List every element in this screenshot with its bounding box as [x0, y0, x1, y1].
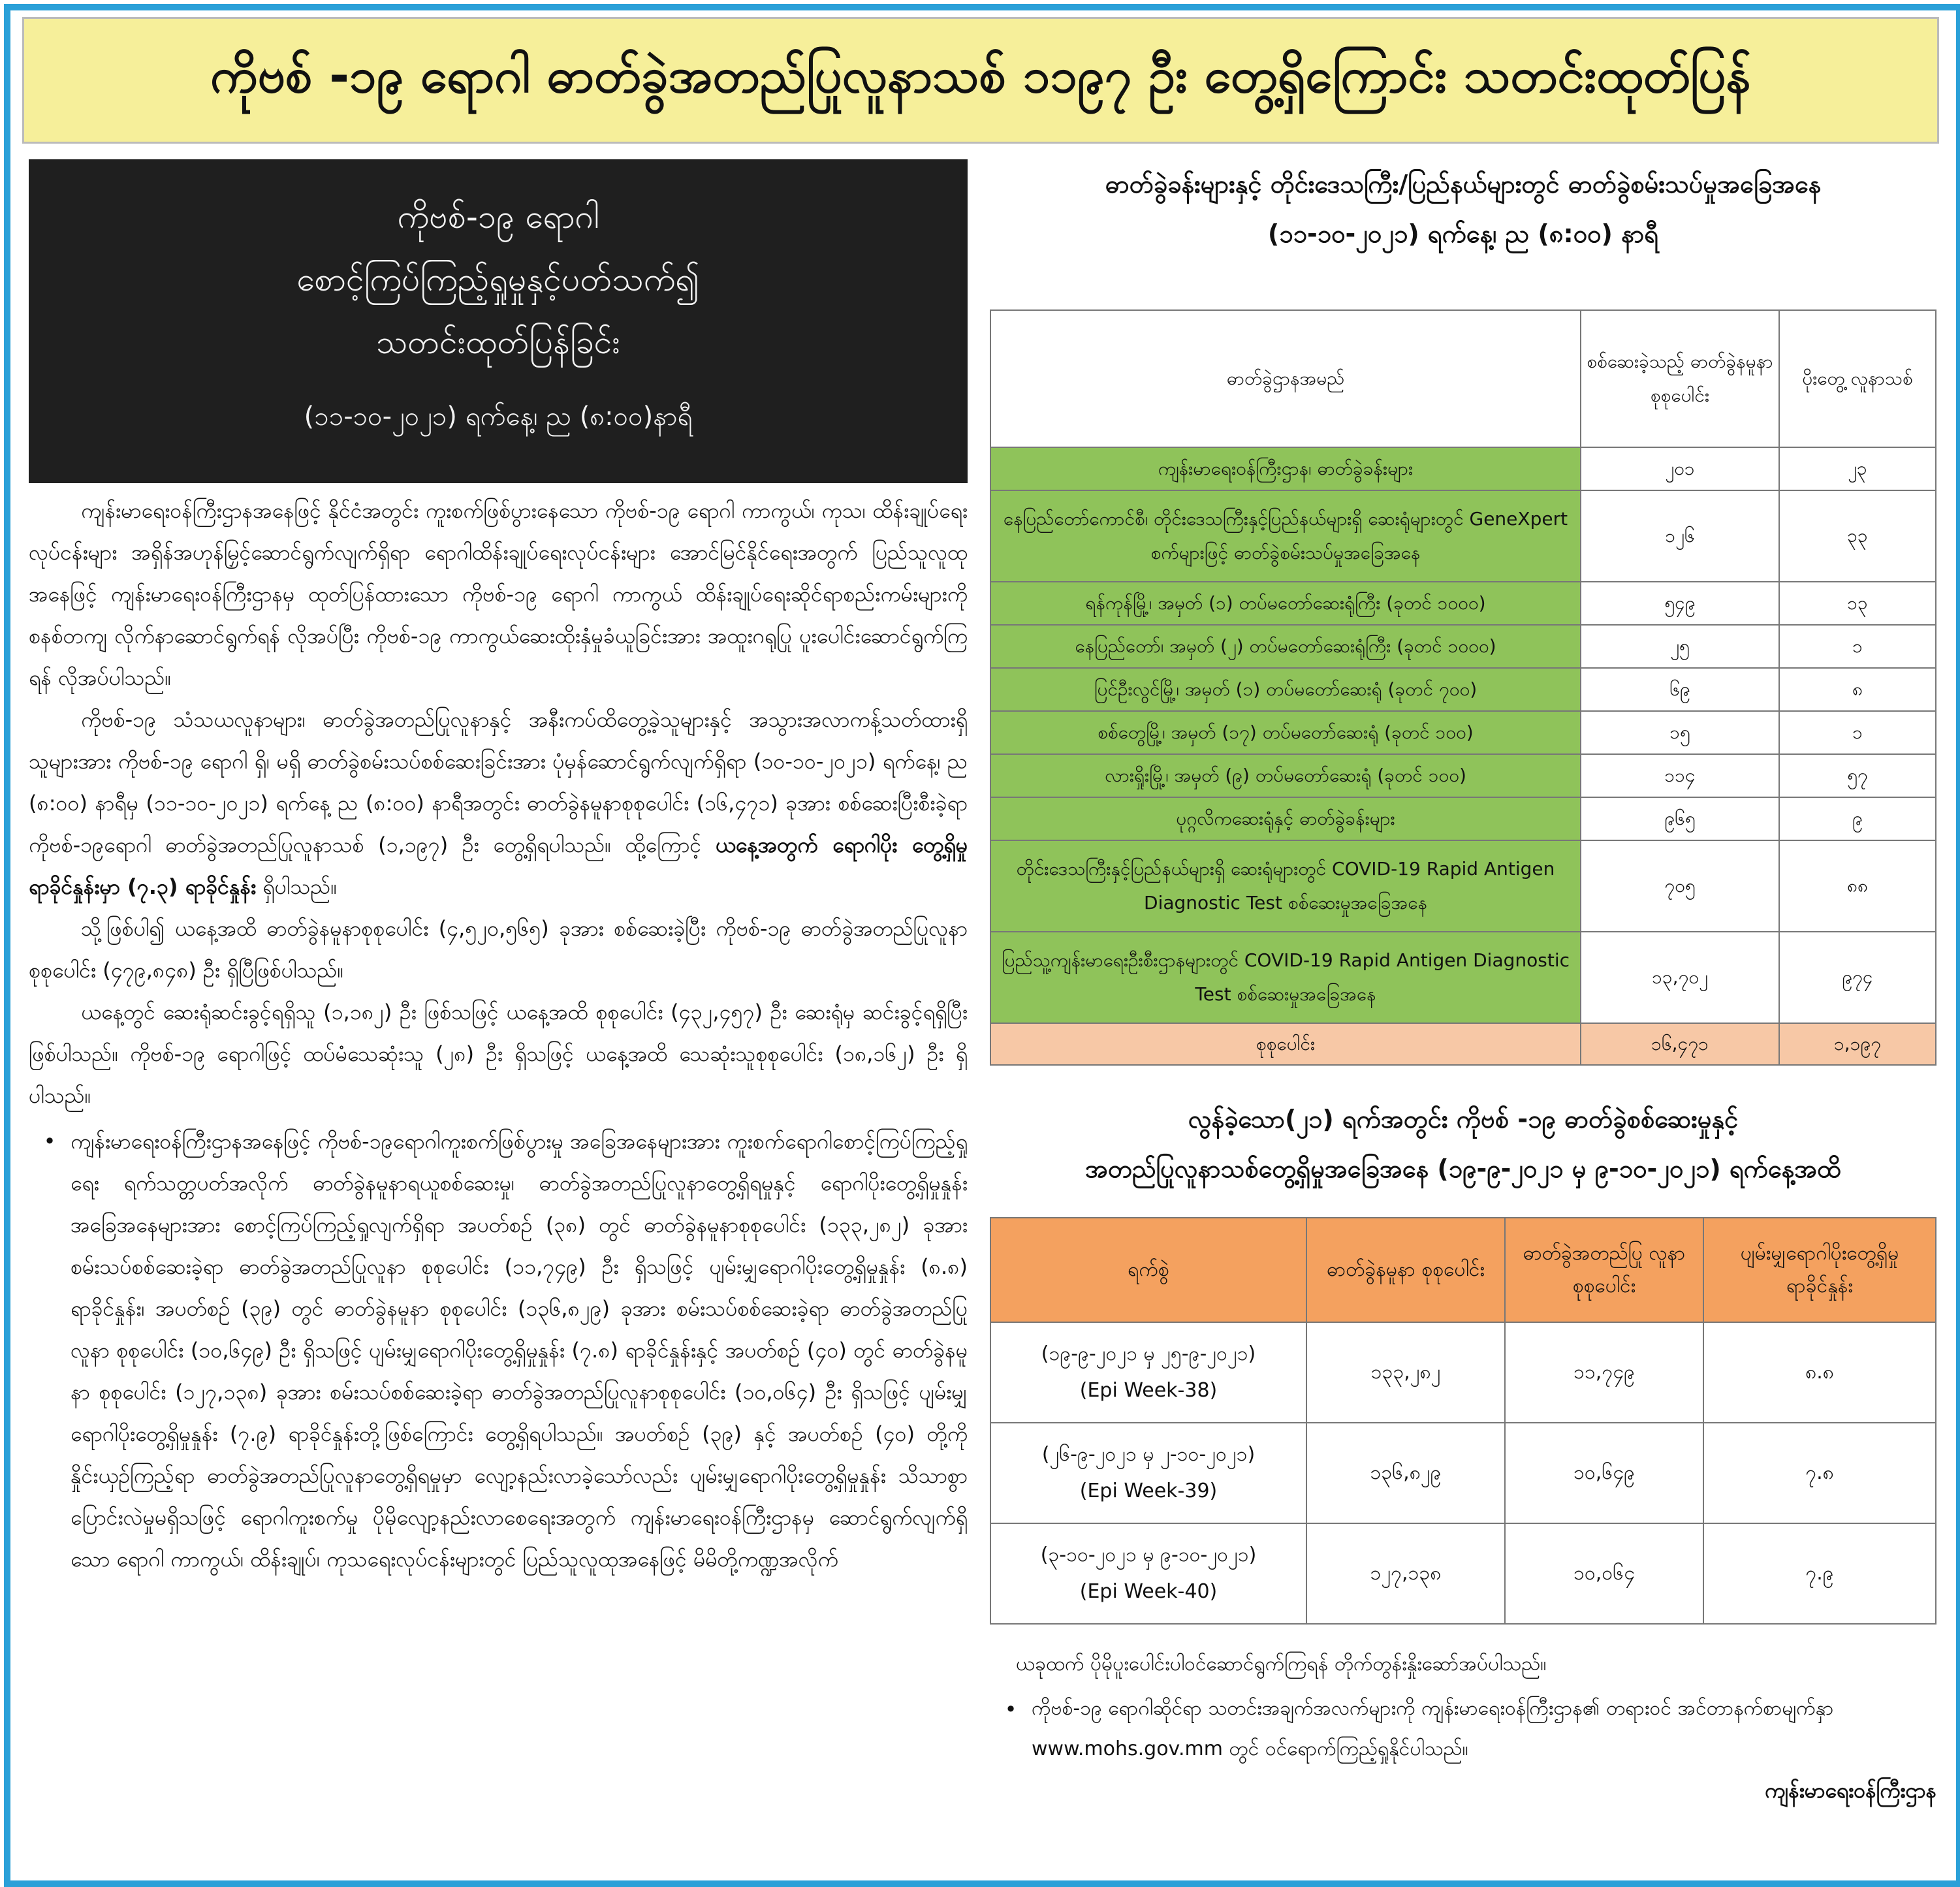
rate-cell: ၇.၈	[1703, 1423, 1936, 1523]
table-row	[990, 932, 1936, 1023]
tests-cell: ၂၀၁	[1581, 447, 1779, 490]
left-column	[29, 159, 968, 1580]
table-row	[990, 711, 1936, 754]
table-row	[990, 797, 1936, 840]
tests-cell: ၁၅	[1581, 711, 1779, 754]
col-header-positive: ပိုးတွေ့ လူနာသစ်	[1779, 310, 1936, 447]
tests-cell: ၁၁၄	[1581, 754, 1779, 797]
col-header-tests: စစ်ဆေးခဲ့သည့် ဓာတ်ခွဲနမူနာ စုစုပေါင်း	[1581, 310, 1779, 447]
samples-cell: ၁၃၃,၂၈၂	[1306, 1322, 1505, 1423]
table-row	[990, 1523, 1936, 1624]
tests-cell: ၁၃,၇၀၂	[1581, 932, 1779, 1023]
table2-title-line1: လွန်ခဲ့သော(၂၁) ရက်အတွင်း ကိုဗစ် -၁၉ ဓာတ်ခွဲစစ်ဆေးမှုနှင့်	[1188, 1105, 1739, 1134]
date-cell	[990, 1423, 1306, 1523]
paragraph-2-bold: ယနေ့အတွက် ရောဂါပိုး တွေ့ရှိမှုရာခိုင်နှုန်းမှာ (၇.၃) ရာခိုင်နှုန်း	[29, 832, 968, 899]
positive-cell: ၈၈	[1779, 840, 1936, 932]
table-row	[990, 1322, 1936, 1423]
bullet-dot-icon: •	[43, 1129, 56, 1154]
signature: ကျန်းမာရေးဝန်ကြီးဌာန	[1764, 1778, 1936, 1803]
paragraph-1: ကျန်းမာရေးဝန်ကြီးဌာနအနေဖြင့် နိုင်ငံအတွင်း ကူးစက်ဖြစ်ပွားနေသော ကိုဗစ်-၁၉ ရောဂါ ကာကွယ်၊ ကုသ၊ ထိန်းချုပ်ရေးလုပ်ငန်းများ အရှိန်အဟုန်မြှင့်ဆောင်ရွက်လျက်ရှိရာ ရောဂါထိန်းချုပ်ရေးလုပ်ငန်းများ အောင်မြင်နိုင်ရေးအတွက် ပြည်သူလူထုအနေဖြင့် ကျန်းမာရေးဝန်ကြီးဌာနမှ ထုတ်ပြန်ထားသော ကိုဗစ်-၁၉ ရောဂါ ကာကွယ် ထိန်းချုပ်ရေးဆိုင်ရာစည်းကမ်းများကို စနစ်တကျ လိုက်နာဆောင်ရွက်ရန် လိုအပ်ပြီး ကိုဗစ်-၁၉ ကာကွယ်ဆေးထိုးနှံမှုခံယူခြင်းအား အထူးဂရုပြု ပူးပေါင်းဆောင်ရွက်ကြရန် လိုအပ်ပါသည်။	[29, 498, 968, 690]
lab-name-cell: ရန်ကုန်မြို့၊ အမှတ် (၁) တပ်မတော်ဆေးရုံကြီး (ခုတင် ၁၀၀၀)	[990, 582, 1581, 625]
weekly-table	[990, 1217, 1936, 1625]
positive-cell: ၈	[1779, 668, 1936, 711]
epi-week: (Epi Week-39)	[1079, 1480, 1218, 1502]
table-row	[990, 490, 1936, 582]
right-column	[990, 159, 1936, 1811]
positive-cell: ၉	[1779, 797, 1936, 840]
box-line-2: စောင့်ကြပ်ကြည့်ရှုမှုနှင့်ပတ်သက်၍	[296, 261, 700, 298]
tests-cell: ၇၀၅	[1581, 840, 1779, 932]
table-row	[990, 754, 1936, 797]
lab-name-cell: နေပြည်တော်၊ အမှတ် (၂) တပ်မတော်ဆေးရုံကြီး (ခုတင် ၁၀၀၀)	[990, 625, 1581, 668]
table1-title-line1: ဓာတ်ခွဲခန်းများနှင့် တိုင်းဒေသကြီး/ပြည်နယ်များတွင် ဓာတ်ခွဲစမ်းသပ်မှုအခြေအနေ	[1105, 170, 1822, 198]
cases-cell: ၁၁,၇၄၉	[1505, 1322, 1703, 1423]
lab-name-cell: စစ်တွေမြို့၊ အမှတ် (၁၇) တပ်မတော်ဆေးရုံ (ခုတင် ၁၀၀)	[990, 711, 1581, 754]
lab-results-table	[990, 309, 1936, 1066]
box-line-1: ကိုဗစ်-၁၉ ရောဂါ	[397, 198, 599, 236]
samples-cell: ၁၂၇,၁၃၈	[1306, 1523, 1505, 1624]
lab-name-cell: ပြင်ဦးလွင်မြို့၊ အမှတ် (၁) တပ်မတော်ဆေးရုံ (ခုတင် ၇၀၀)	[990, 668, 1581, 711]
cases-cell: ၁၀,၀၆၄	[1505, 1523, 1703, 1624]
lab-name-cell: ပြည်သူ့ကျန်းမာရေးဦးစီးဌာနများတွင် COVID-19 Rapid Antigen Diagnostic Test စစ်ဆေးမှုအခြေအနေ	[990, 932, 1581, 1023]
lab-name-cell: ပုဂ္ဂလိကဆေးရုံနှင့် ဓာတ်ခွဲခန်းများ	[990, 797, 1581, 840]
table-row	[990, 625, 1936, 668]
total-positive: ၁,၁၉၇	[1779, 1023, 1936, 1065]
table1-title	[990, 159, 1936, 259]
box-line-3: သတင်းထုတ်ပြန်ခြင်း	[375, 323, 621, 361]
lab-name-cell: တိုင်းဒေသကြီးနှင့်ပြည်နယ်များရှိ ဆေးရုံများတွင် COVID-19 Rapid Antigen Diagnostic Test စစ်ဆေးမှုအခြေအနေ	[990, 840, 1581, 932]
table2-title	[990, 1094, 1936, 1194]
date-range: (၂၆-၉-၂၀၂၁ မှ ၂-၁၀-၂၀၂၁)	[1041, 1443, 1256, 1466]
total-label: စုစုပေါင်း	[990, 1023, 1581, 1065]
lab-name-cell: လားရှိုးမြို့၊ အမှတ် (၉) တပ်မတော်ဆေးရုံ (ခုတင် ၁၀၀)	[990, 754, 1581, 797]
table-row	[990, 668, 1936, 711]
paragraph-2-c: ရှိပါသည်။	[256, 874, 338, 899]
col-header-lab: ဓာတ်ခွဲဌာနအမည်	[990, 310, 1581, 447]
bullet-text: ကျန်းမာရေးဝန်ကြီးဌာနအနေဖြင့် ကိုဗစ်-၁၉ရောဂါကူးစက်ဖြစ်ပွားမှု အခြေအနေများအား ကူးစက်ရောဂါစောင့်ကြပ်ကြည့်ရှုရေး ရက်သတ္တပတ်အလိုက် ဓာတ်ခွဲနမူနာရယူစစ်ဆေးမှု၊ ဓာတ်ခွဲအတည်ပြုလူနာတွေ့ရှိရမှုနှင့် ရောဂါပိုးတွေ့ရှိမှုနှုန်း အခြေအနေများအား စောင့်ကြပ်ကြည့်ရှုလျက်ရှိရာ အပတ်စဉ် (၃၈) တွင် ဓာတ်ခွဲနမူနာစုစုပေါင်း (၁၃၃,၂၈၂) ခုအား စမ်းသပ်စစ်ဆေးခဲ့ရာ ဓာတ်ခွဲအတည်ပြုလူနာ စုစုပေါင်း (၁၁,၇၄၉) ဦး ရှိသဖြင့် ပျမ်းမျှရောဂါပိုးတွေ့ရှိမှုနှုန်း (၈.၈) ရာခိုင်နှုန်း၊ အပတ်စဉ် (၃၉) တွင် ဓာတ်ခွဲနမူနာ စုစုပေါင်း (၁၃၆,၈၂၉) ခုအား စမ်းသပ်စစ်ဆေးခဲ့ရာ ဓာတ်ခွဲအတည်ပြုလူနာ စုစုပေါင်း (၁၀,၆၄၉) ဦး ရှိသဖြင့် ပျမ်းမျှရောဂါပိုးတွေ့ရှိမှုနှုန်း (၇.၈) ရာခိုင်နှုန်းနှင့် အပတ်စဉ် (၄၀) တွင် ဓာတ်ခွဲနမူနာ စုစုပေါင်း (၁၂၇,၁၃၈) ခုအား စမ်းသပ်စစ်ဆေးခဲ့ရာ ဓာတ်ခွဲအတည်ပြုလူနာစုစုပေါင်း (၁၀,၀၆၄) ဦး ရှိသဖြင့် ပျမ်းမျှရောဂါပိုးတွေ့ရှိမှုနှုန်း (၇.၉) ရာခိုင်နှုန်းတို့ဖြစ်ကြောင်း တွေ့ရှိရပါသည်။ အပတ်စဉ် (၃၉) နှင့် အပတ်စဉ် (၄၀) တို့ကို နှိုင်းယှဉ်ကြည့်ရာ ဓာတ်ခွဲအတည်ပြုလူနာတွေ့ရှိရမှုမှာ လျော့နည်းလာခဲ့သော်လည်း ပျမ်းမျှရောဂါပိုးတွေ့ရှိမှုနှုန်း သိသာစွာပြောင်းလဲမှုမရှိသဖြင့် ရောဂါကူးစက်မှု ပိုမိုလျော့နည်းလာစေရေးအတွက် ကျန်းမာရေးဝန်ကြီးဌာနမှ ဆောင်ရွက်လျက်ရှိသော ရောဂါ ကာကွယ်၊ ထိန်းချုပ်၊ ကုသရေးလုပ်ငန်းများတွင် ပြည်သူလူထုအနေဖြင့် မိမိတို့ကဏ္ဍအလိုက်	[71, 1129, 968, 1572]
positive-cell: ၅၇	[1779, 754, 1936, 797]
date-range: (၃-၁၀-၂၀၂၁ မှ ၉-၁၀-၂၀၂၁)	[1040, 1544, 1257, 1566]
bullet-item	[29, 1120, 968, 1580]
table-row	[990, 582, 1936, 625]
positive-cell: ၁	[1779, 711, 1936, 754]
positive-cell: ၁	[1779, 625, 1936, 668]
rate-cell: ၈.၈	[1703, 1322, 1936, 1423]
bullet-dot-icon: •	[1004, 1697, 1017, 1722]
note-1: ယခုထက် ပိုမိုပူးပေါင်းပါဝင်ဆောင်ရွက်ကြရန် တိုက်တွန်းနှိုးဆော်အပ်ပါသည်။	[1016, 1653, 1547, 1675]
closing-notes	[990, 1644, 1936, 1811]
lab-name-cell: ကျန်းမာရေးဝန်ကြီးဌာန၊ ဓာတ်ခွဲခန်းများ	[990, 447, 1581, 490]
epi-week: (Epi Week-38)	[1079, 1379, 1218, 1402]
col-header-cases: ဓာတ်ခွဲအတည်ပြု လူနာစုစုပေါင်း	[1505, 1218, 1703, 1322]
cases-cell: ၁၀,၆၄၉	[1505, 1423, 1703, 1523]
table-row	[990, 1423, 1936, 1523]
date-range: (၁၉-၉-၂၀၂၁ မှ ၂၅-၉-၂၀၂၁)	[1041, 1342, 1256, 1365]
table-row	[990, 840, 1936, 932]
epi-week: (Epi Week-40)	[1079, 1580, 1218, 1603]
tests-cell: ၅၄၉	[1581, 582, 1779, 625]
table2-title-line2: အတည်ပြုလူနာသစ်တွေ့ရှိမှုအခြေအနေ (၁၉-၉-၂၀၂၁ မှ ၉-၁၀-၂၀၂၁) ရက်နေ့အထိ	[1085, 1154, 1841, 1183]
col-header-samples: ဓာတ်ခွဲနမူနာ စုစုပေါင်း	[1306, 1218, 1505, 1322]
tests-cell: ၆၉	[1581, 668, 1779, 711]
samples-cell: ၁၃၆,၈၂၉	[1306, 1423, 1505, 1523]
table-row	[990, 447, 1936, 490]
positive-cell: ၃၃	[1779, 490, 1936, 582]
positive-cell: ၂၃	[1779, 447, 1936, 490]
tests-cell: ၂၅	[1581, 625, 1779, 668]
article-body	[29, 490, 968, 1580]
total-tests: ၁၆,၄၇၁	[1581, 1023, 1779, 1065]
positive-cell: ၁၃	[1779, 582, 1936, 625]
headline-text: ကိုဗစ် -၁၉ ရောဂါ ဓာတ်ခွဲအတည်ပြုလူနာသစ် ၁၁၉၇ ဦး တွေ့ရှိကြောင်း သတင်းထုတ်ပြန်	[210, 47, 1751, 104]
paragraph-2	[29, 699, 968, 908]
announcement-box	[29, 159, 968, 483]
rate-cell: ၇.၉	[1703, 1523, 1936, 1624]
lab-name-cell: နေပြည်တော်ကောင်စီ၊ တိုင်းဒေသကြီးနှင့်ပြည်နယ်များရှိ ဆေးရုံများတွင် GeneXpert စက်များဖြင့် ဓာတ်ခွဲစမ်းသပ်မှုအခြေအနေ	[990, 490, 1581, 582]
date-cell	[990, 1523, 1306, 1624]
paragraph-3: သို့ဖြစ်ပါ၍ ယနေ့အထိ ဓာတ်ခွဲနမူနာစုစုပေါင်း (၄,၅၂၀,၅၆၅) ခုအား စစ်ဆေးခဲ့ပြီး ကိုဗစ်-၁၉ ဓာတ်ခွဲအတည်ပြုလူနာ စုစုပေါင်း (၄၇၉,၈၄၈) ဦး ရှိပြီဖြစ်ပါသည်။	[29, 916, 968, 983]
note-2: ကိုဗစ်-၁၉ ရောဂါဆိုင်ရာ သတင်းအချက်အလက်များကို ကျန်းမာရေးဝန်ကြီးဌာန၏ တရားဝင် အင်တာနက်စာမျက်နှာ www.mohs.gov.mm တွင် ဝင်ရောက်ကြည့်ရှုနိုင်ပါသည်။	[1032, 1697, 1834, 1760]
col-header-rate: ပျမ်းမျှရောဂါပိုးတွေ့ရှိမှု ရာခိုင်နှုန်း	[1703, 1218, 1936, 1322]
positive-cell: ၉၇၄	[1779, 932, 1936, 1023]
note-bullet	[990, 1689, 1936, 1769]
paragraph-2-a: ကိုဗစ်-၁၉ သံသယလူနာများ၊ ဓာတ်ခွဲအတည်ပြုလူနာနှင့် အနီးကပ်ထိတွေ့ခဲ့သူများနှင့် အသွားအလာကန့်သတ်ထားရှိသူများအား ကိုဗစ်-၁၉ ရောဂါ ရှိ၊ မရှိ ဓာတ်ခွဲစမ်းသပ်စစ်ဆေးခြင်းအား ပုံမှန်ဆောင်ရွက်လျက်ရှိရာ (၁၀-၁၀-၂၀၂၁) ရက်နေ့၊ ည (၈:၀၀) နာရီမှ (၁၁-၁၀-၂၀၂၁) ရက်နေ့ ည (၈:၀၀) နာရီအတွင်း ဓာတ်ခွဲနမူနာစုစုပေါင်း (၁၆,၄၇၁) ခုအား စစ်ဆေးပြီးစီးခဲ့ရာ ကိုဗစ်-၁၉ရောဂါ ဓာတ်ခွဲအတည်ပြုလူနာသစ် (၁,၁၉၇) ဦး တွေ့ရှိရပါသည်။ ထို့ကြောင့်	[29, 707, 968, 857]
box-date: (၁၁-၁၀-၂၀၂၁) ရက်နေ့၊ ည (၈:၀၀)နာရီ	[304, 402, 693, 432]
date-cell	[990, 1322, 1306, 1423]
paragraph-4: ယနေ့တွင် ဆေးရုံဆင်းခွင့်ရရှိသူ (၁,၁၈၂) ဦး ဖြစ်သဖြင့် ယနေ့အထိ စုစုပေါင်း (၄၃၂,၄၅၇) ဦး ဆေးရုံမှ ဆင်းခွင့်ရရှိပြီး ဖြစ်ပါသည်။ ကိုဗစ်-၁၉ ရောဂါဖြင့် ထပ်မံသေဆုံးသူ (၂၈) ဦး ရှိသဖြင့် ယနေ့အထိ သေဆုံးသူစုစုပေါင်း (၁၈,၁၆၂) ဦး ရှိပါသည်။	[29, 1000, 968, 1108]
headline-banner	[22, 17, 1939, 144]
tests-cell: ၁၂၆	[1581, 490, 1779, 582]
tests-cell: ၉၆၅	[1581, 797, 1779, 840]
table1-title-line2: (၁၁-၁၀-၂၀၂၁) ရက်နေ့၊ ည (၈:၀၀) နာရီ	[1267, 219, 1659, 248]
col-header-date: ရက်စွဲ	[990, 1218, 1306, 1322]
